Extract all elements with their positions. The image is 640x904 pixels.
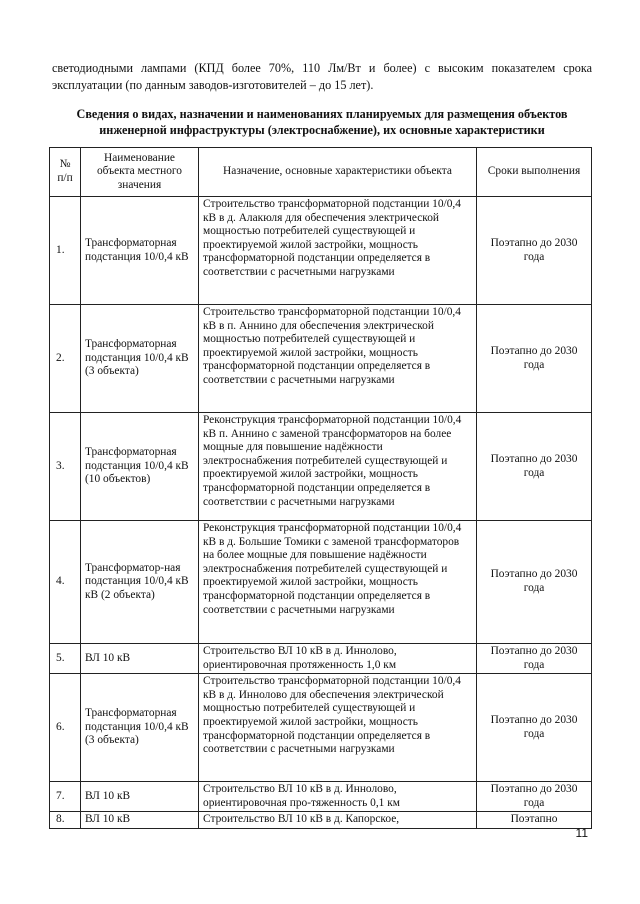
- row-num: 6.: [50, 674, 81, 782]
- header-num: № п/п: [50, 148, 81, 197]
- row-name: Трансформаторная подстанция 10/0,4 кВ (10 объектов): [81, 413, 199, 521]
- row-num: 1.: [50, 197, 81, 305]
- intro-paragraph: светодиодными лампами (КПД более 70%, 110 Лм/Вт и более) с высоким показателем срока эксплуатации (по данным заводов-изготовителей – до 15 лет).: [52, 61, 592, 92]
- row-purpose: Реконструкция трансформаторной подстанции 10/0,4 кВ п. Аннино с заменой трансформаторов на более мощные для повышение надёжности электроснабжения потребителей существующей и проектируемой жилой застройки, мощность трансформаторной подстанции определяется в соответствии с расчетными нагрузками: [199, 413, 477, 521]
- row-deadline: Поэтапно до 2030 года: [477, 782, 592, 812]
- row-purpose: Строительство ВЛ 10 кВ в д. Иннолово, ориентировочная протяженность 1,0 км: [199, 644, 477, 674]
- row-deadline: Поэтапно до 2030 года: [477, 305, 592, 413]
- table-row: [50, 812, 592, 829]
- infrastructure-table: [49, 147, 592, 829]
- row-name: ВЛ 10 кВ: [81, 812, 199, 829]
- row-deadline: Поэтапно до 2030 года: [477, 197, 592, 305]
- row-deadline: Поэтапно: [477, 812, 592, 829]
- row-purpose: Строительство ВЛ 10 кВ в д. Иннолово, ориентировочная про-тяженность 0,1 км: [199, 782, 477, 812]
- row-deadline: Поэтапно до 2030 года: [477, 521, 592, 644]
- row-num: 2.: [50, 305, 81, 413]
- row-deadline: Поэтапно до 2030 года: [477, 644, 592, 674]
- row-num: 8.: [50, 812, 81, 829]
- row-deadline: Поэтапно до 2030 года: [477, 674, 592, 782]
- row-num: 7.: [50, 782, 81, 812]
- table-row: [50, 305, 592, 413]
- row-name: Трансформаторная подстанция 10/0,4 кВ: [81, 197, 199, 305]
- row-num: 3.: [50, 413, 81, 521]
- table-header-row: [50, 148, 592, 197]
- row-num: 5.: [50, 644, 81, 674]
- table-row: [50, 782, 592, 812]
- row-purpose: Реконструкция трансформаторной подстанции 10/0,4 кВ в д. Большие Томики с заменой трансформаторов на более мощные для повышение надёжности электроснабжения потребителей существующей и проектируемой жилой застройки, мощность трансформаторной подстанции определяется в соответствии с расчетными нагрузками: [199, 521, 477, 644]
- table-row: [50, 197, 592, 305]
- section-heading: Сведения о видах, назначении и наименованиях планируемых для размещения объектов инженерной инфраструктуры (электроснабжение), их основные характеристики: [76, 107, 568, 137]
- header-deadline: Сроки выполнения: [477, 148, 592, 197]
- table-row: [50, 644, 592, 674]
- row-purpose: Строительство трансформаторной подстанции 10/0,4 кВ в п. Аннино для обеспечения электрической мощностью потребителей существующей и проектируемой жилой застройки, мощность трансформаторной подстанции определяется в соответствии с расчетными нагрузками: [199, 305, 477, 413]
- table-row: [50, 521, 592, 644]
- row-purpose: Строительство трансформаторной подстанции 10/0,4 кВ в д. Алакюля для обеспечения электрической мощностью потребителей существующей и проектируемой жилой застройки, мощность трансформаторной подстанции определяется в соответствии с расчетными нагрузками: [199, 197, 477, 305]
- row-deadline: Поэтапно до 2030 года: [477, 413, 592, 521]
- row-name: Трансформаторная подстанция 10/0,4 кВ (3 объекта): [81, 674, 199, 782]
- row-name: ВЛ 10 кВ: [81, 782, 199, 812]
- row-name: ВЛ 10 кВ: [81, 644, 199, 674]
- row-purpose: Строительство трансформаторной подстанции 10/0,4 кВ в д. Иннолово для обеспечения электрической мощностью потребителей существующей и проектируемой жилой застройки, мощность трансформаторной подстанции определяется в соответствии с расчетными нагрузками: [199, 674, 477, 782]
- table-row: [50, 413, 592, 521]
- row-name: Трансформаторная подстанция 10/0,4 кВ (3 объекта): [81, 305, 199, 413]
- row-name: Трансформатор-ная подстанция 10/0,4 кВ кВ (2 объекта): [81, 521, 199, 644]
- table-row: [50, 674, 592, 782]
- header-name: Наименование объекта местного значения: [81, 148, 199, 197]
- row-purpose: Строительство ВЛ 10 кВ в д. Капорское,: [199, 812, 477, 829]
- header-purpose: Назначение, основные характеристики объекта: [199, 148, 477, 197]
- row-num: 4.: [50, 521, 81, 644]
- page-number: 11: [575, 826, 588, 840]
